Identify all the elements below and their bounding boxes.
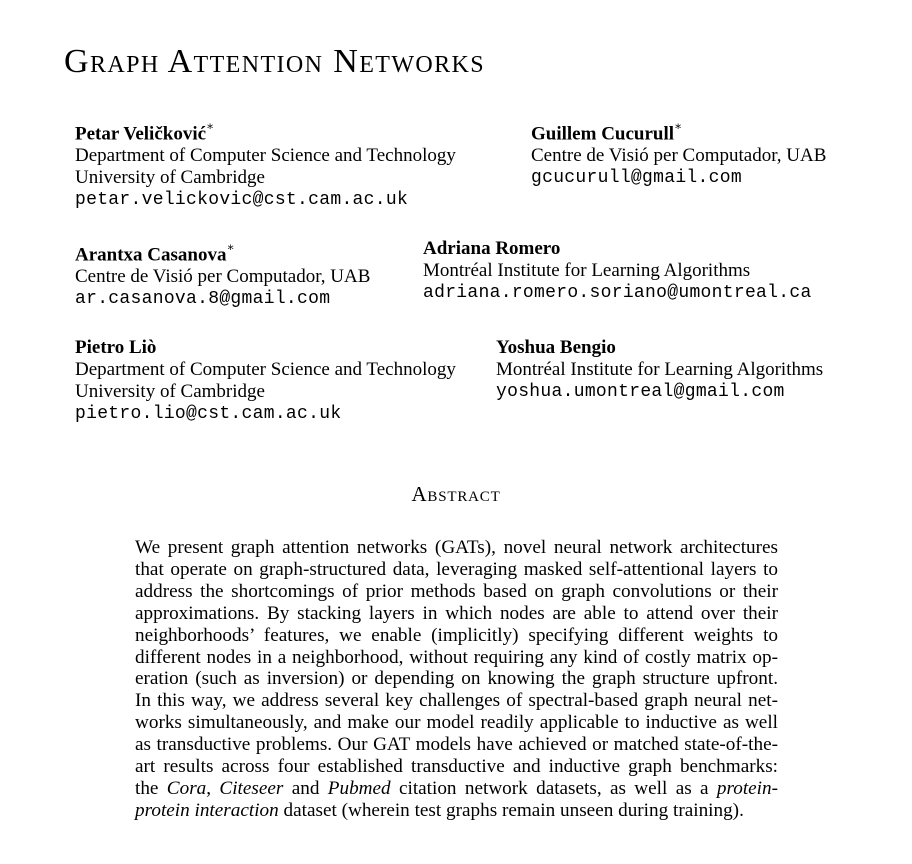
author-name: Yoshua Bengio [496, 337, 616, 358]
dataset-name-ppi: protein interaction [135, 799, 279, 821]
author-email: gcucurull@gmail.com [531, 168, 742, 189]
author-block [496, 337, 823, 403]
author-block [75, 238, 370, 310]
abstract-line: art results across four established transductive and inductive graph benchmarks: [135, 756, 778, 778]
text-run: dataset (wherein test graphs remain unseen during training). [278, 799, 744, 821]
equal-contribution-mark: ∗ [206, 119, 215, 133]
author-block [75, 117, 456, 211]
author-email: adriana.romero.soriano@umontreal.ca [423, 283, 812, 303]
equal-contribution-mark: ∗ [226, 240, 235, 254]
dataset-name-cora: Cora [166, 777, 207, 799]
author-affiliation: Montréal Institute for Learning Algorithms [423, 260, 751, 281]
abstract-line: approximations. By stacking layers in which nodes are able to attend over their [135, 602, 778, 624]
author-block [531, 117, 826, 189]
abstract-line: works simultaneously, and make our model readily applicable to inductive as well [135, 712, 778, 734]
text-run: citation network datasets, as well as a [390, 777, 717, 799]
text-run: , [206, 777, 220, 799]
abstract-line: eration (such as inversion) or depending on knowing the graph structure upfront. [135, 668, 778, 690]
author-affiliation: Montréal Institute for Learning Algorithms [496, 359, 824, 380]
author-affiliation: Centre de Visió per Computador, UAB [75, 266, 371, 288]
abstract-line: that operate on graph-structured data, leveraging masked self-attentional layers to [135, 558, 778, 580]
author-affiliation: University of Cambridge [75, 167, 265, 189]
abstract-line-datasets [135, 778, 778, 800]
abstract-line: as transductive problems. Our GAT models have achieved or matched state-of-the- [135, 734, 778, 756]
abstract-body [135, 537, 778, 822]
text-run: the [135, 777, 167, 799]
author-name: Arantxa Casanova [75, 244, 227, 266]
author-affiliation: University of Cambridge [75, 381, 265, 402]
abstract-line: We present graph attention networks (GATs), novel neural network architectures [135, 537, 778, 558]
abstract-line: In this way, we address several key challenges of spectral-based graph neural net- [135, 690, 778, 712]
author-email: petar.velickovic@cst.cam.ac.uk [75, 190, 409, 211]
author-block [75, 337, 456, 425]
dataset-name-pubmed: Pubmed [327, 777, 391, 799]
author-affiliation: Department of Computer Science and Technology [75, 359, 456, 380]
author-affiliation: Department of Computer Science and Technology [75, 145, 456, 167]
author-email: pietro.lio@cst.cam.ac.uk [75, 404, 342, 424]
author-email: yoshua.umontreal@gmail.com [496, 382, 785, 402]
dataset-name-citeseer: Citeseer [219, 777, 284, 799]
abstract-line: address the shortcomings of prior methods based on graph convolutions or their [135, 580, 778, 602]
author-name: Adriana Romero [423, 238, 561, 259]
abstract-line-final [135, 800, 778, 822]
author-email: ar.casanova.8@gmail.com [75, 289, 331, 310]
abstract-line: neighborhoods’ features, we enable (implicitly) specifying different weights to [135, 624, 778, 646]
author-name: Pietro Liò [75, 337, 157, 358]
equal-contribution-mark: ∗ [674, 119, 683, 133]
author-affiliation: Centre de Visió per Computador, UAB [531, 145, 827, 167]
abstract-line: different nodes in a neighborhood, without requiring any kind of costly matrix op- [135, 646, 778, 668]
author-name: Petar Veličković [75, 123, 207, 145]
author-name: Guillem Cucurull [531, 123, 675, 145]
abstract-heading: Abstract [411, 482, 501, 506]
paper-title: Graph Attention Networks [64, 43, 486, 80]
author-block [423, 238, 812, 304]
text-run: and [283, 777, 328, 799]
dataset-name-ppi: protein- [716, 777, 778, 799]
